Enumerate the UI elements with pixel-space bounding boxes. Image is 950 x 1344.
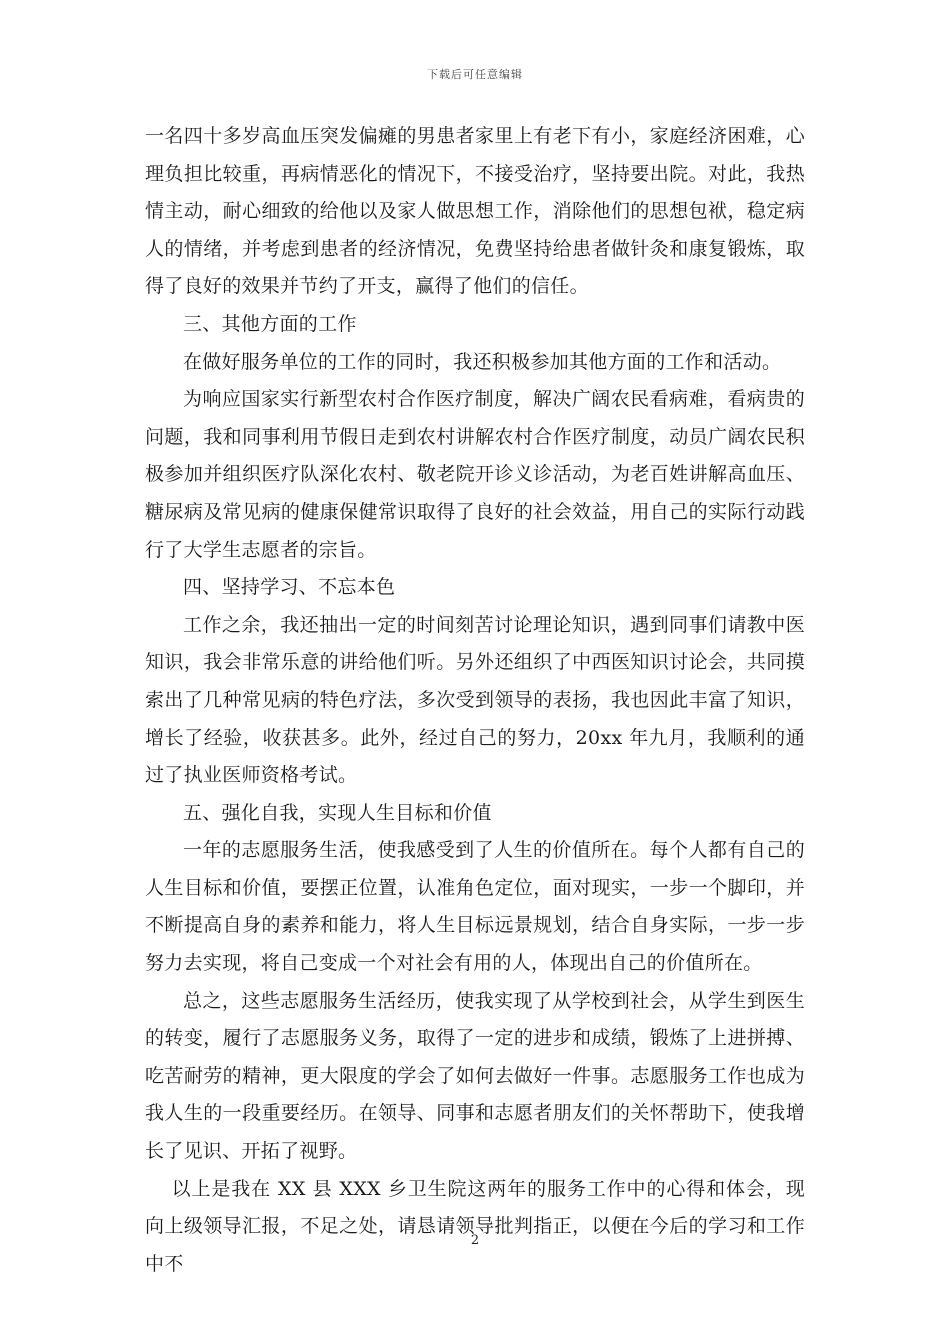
paragraph-rural-medical: 为响应国家实行新型农村合作医疗制度，解决广阔农民看病难，看病贵的问题，我和同事利用节假日走到农村讲解农村合作医疗制度，动员广阔农民积极参加并组织医疗队深化农村、敬老院开诊义诊活动，为老百姓讲解高血压、糖尿病及常见病的健康保健常识取得了良好的社会效益，用自己的实际行动践行了大学生志愿者的宗旨。: [145, 388, 805, 561]
section-heading-keep-learning: 四、坚持学习、不忘本色: [183, 576, 396, 599]
page-number: 2: [470, 1233, 480, 1248]
page-header: 下载后可任意编辑: [427, 68, 523, 81]
paragraph-life-value: 一年的志愿服务生活，使我感受到了人生的价值所在。每个人都有自己的人生目标和价值，要摆正位置，认准角色定位，面对现实，一步一个脚印，并不断提高自身的素养和能力，将人生目标远景规划，结合自身实际，一步一步努力去实现，将自己变成一个对社会有用的人，体现出自己的价值所在。: [145, 839, 805, 975]
paragraph-keep-learning: 工作之余，我还抽出一定的时间刻苦讨论理论知识，遇到同事们请教中医知识，我会非常乐意的讲给他们听。另外还组织了中西医知识讨论会，共同摸索出了几种常见病的特色疗法，多次受到领导的表扬，我也因此丰富了知识，增长了经验，收获甚多。此外，经过自己的努力，20xx 年九月，我顺利的通过了执业医师资格考试。: [145, 613, 805, 787]
document-body: [145, 118, 805, 1283]
paragraph-summary: 总之，这些志愿服务生活经历，使我实现了从学校到社会，从学生到医生的转变，履行了志愿服务义务，取得了一定的进步和成绩，锻炼了上进拼搏、吃苦耐劳的精神，更大限度的学会了如何去做好一件事。志愿服务工作也成为我人生的一段重要经历。在领导、同事和志愿者朋友们的关怀帮助下，使我增长了见识、开拓了视野。: [145, 989, 805, 1163]
paragraph-other-work-intro: 在做好服务单位的工作的同时，我还积极参加其他方面的工作和活动。: [183, 350, 782, 373]
section-heading-other-work: 三、其他方面的工作: [183, 312, 357, 335]
paragraph-patient-case: 一名四十多岁高血压突发偏瘫的男患者家里上有老下有小，家庭经济困难，心理负担比较重，再病情恶化的情况下，不接受治疗，坚持要出院。对此，我热情主动，耐心细致的给他以及家人做思想工作，消除他们的思想包袱，稳定病人的情绪，并考虑到患者的经济情况，免费坚持给患者做针灸和康复锻炼，取得了良好的效果并节约了开支，赢得了他们的信任。: [145, 125, 805, 298]
paragraph-closing: 以上是我在 XX 县 XXX 乡卫生院这两年的服务工作中的心得和体会，现向上级领导汇报，不足之处，请恳请领导批判指正，以便在今后的学习和工作中不: [145, 1177, 805, 1275]
section-heading-strengthen-self: 五、强化自我，实现人生目标和价值: [183, 801, 492, 824]
